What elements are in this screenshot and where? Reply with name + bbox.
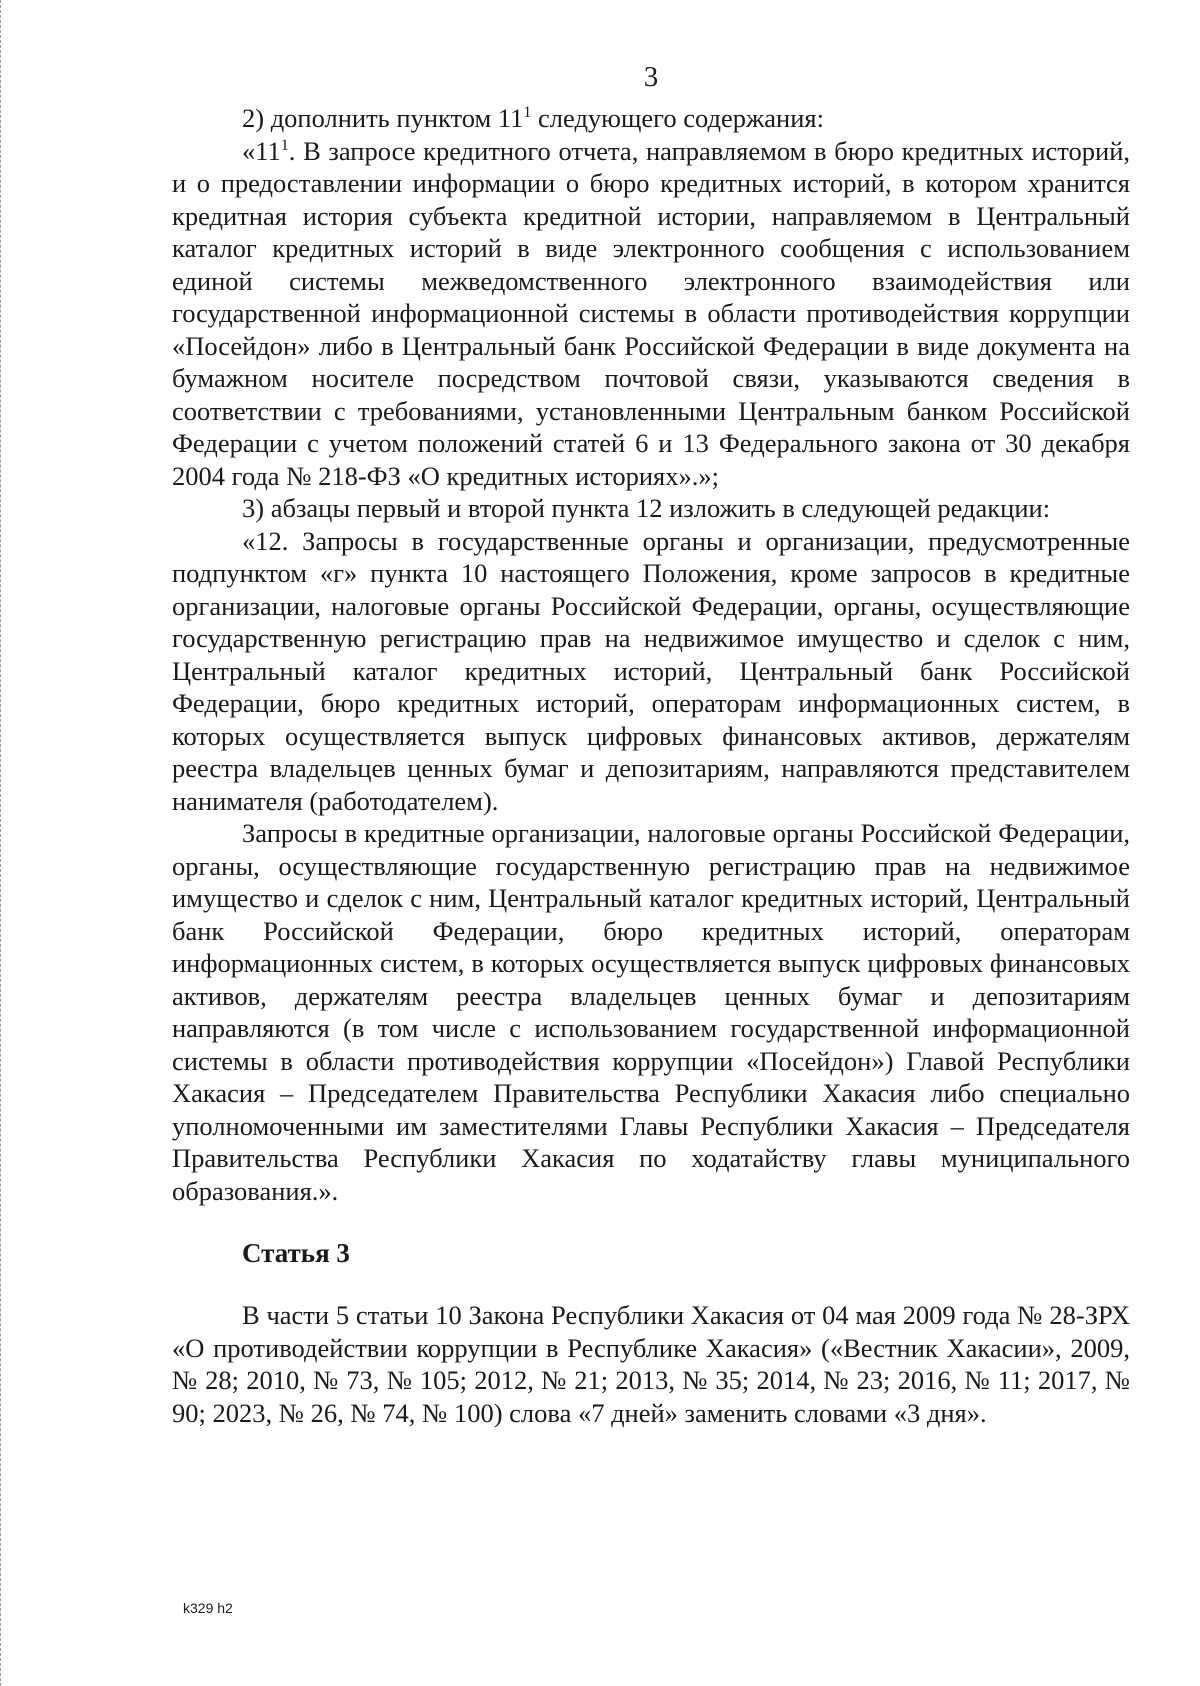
document-page [172,60,1130,1429]
point-11-1-superscript: 1 [280,136,289,154]
point-11-1-number: «11 [242,135,281,166]
point-12-first-paragraph: «12. Запросы в государственные органы и организации, предусмотренные подпунктом «г» пункта 10 настоящего Положения, кроме запросов в кредитные организации, налоговые органы Российской Федерации, органы, осуществляющие государственную регистрацию прав на недвижимое имущество и сделок с ним, Центральный каталог кредитных историй, Центральный банк Российской Федерации, бюро кредитных историй, операторам информационных систем, в которых осуществляется выпуск цифровых финансовых активов, держателям реестра владельцев ценных бумаг и депозитариям, направляются представителем нанимателя (работодателем). [172,525,1130,816]
footer-document-code: k329 h2 [183,1600,233,1616]
point-11-1-text: . В запросе кредитного отчета, направляемом в бюро кредитных историй, и о предоставлении информации о бюро кредитных историй, в котором хранится кредитная история субъекта кредитной истории, направляемом в Центральный каталог кредитных историй в виде электронного сообщения с использованием единой системы межведомственного электронного взаимодействия или государственной информационной системы в области противодействия коррупции «Посейдон» либо в Центральный банк Российской Федерации в виде документа на бумажном носителе посредством почтовой связи, указываются сведения в соответствии с требованиями, установленными Центральным банком Российской Федерации с учетом положений статей 6 и 13 Федерального закона от 30 декабря 2004 года № 218-ФЗ «О кредитных историях».»; [172,135,1130,491]
point-11-1-paragraph [172,135,1130,493]
article-3-paragraph: В части 5 статьи 10 Закона Республики Хакасия от 04 мая 2009 года № 28-ЗРХ «О противодействии коррупции в Республике Хакасия» («Вестник Хакасии», 2009, № 28; 2010, № 73, № 105; 2012, № 21; 2013, № 35; 2014, № 23; 2016, № 11; 2017, № 90; 2023, № 26, № 74, № 100) слова «7 дней» заменить словами «3 дня». [172,1300,1130,1428]
item-3-paragraph: 3) абзацы первый и второй пункта 12 изложить в следующей редакции: [242,493,1051,523]
page-number: 3 [643,61,659,93]
item-2-text: 2) дополнить пунктом 11 [242,103,524,133]
item-2-superscript: 1 [523,104,532,122]
article-3-heading: Статья 3 [242,1238,350,1268]
item-2-text-end: следующего содержания: [531,103,824,133]
scan-edge-line [0,0,5,1686]
item-2-paragraph [172,102,1130,135]
point-12-second-paragraph: Запросы в кредитные организации, налоговые органы Российской Федерации, органы, осуществляющие государственную регистрацию прав на недвижимое имущество и сделок с ним, Центральный каталог кредитных историй, Центральный банк Российской Федерации, бюро кредитных историй, операторам информационных систем, в которых осуществляется выпуск цифровых финансовых активов, держателям реестра владельцев ценных бумаг и депозитариям направляются (в том числе с использованием государственной информационной системы в области противодействия коррупции «Посейдон») Главой Республики Хакасия – Председателем Правительства Республики Хакасия либо специально уполномоченными им заместителями Главы Республики Хакасия – Председателя Правительства Республики Хакасия по ходатайству главы муниципального образования.». [172,818,1130,1206]
